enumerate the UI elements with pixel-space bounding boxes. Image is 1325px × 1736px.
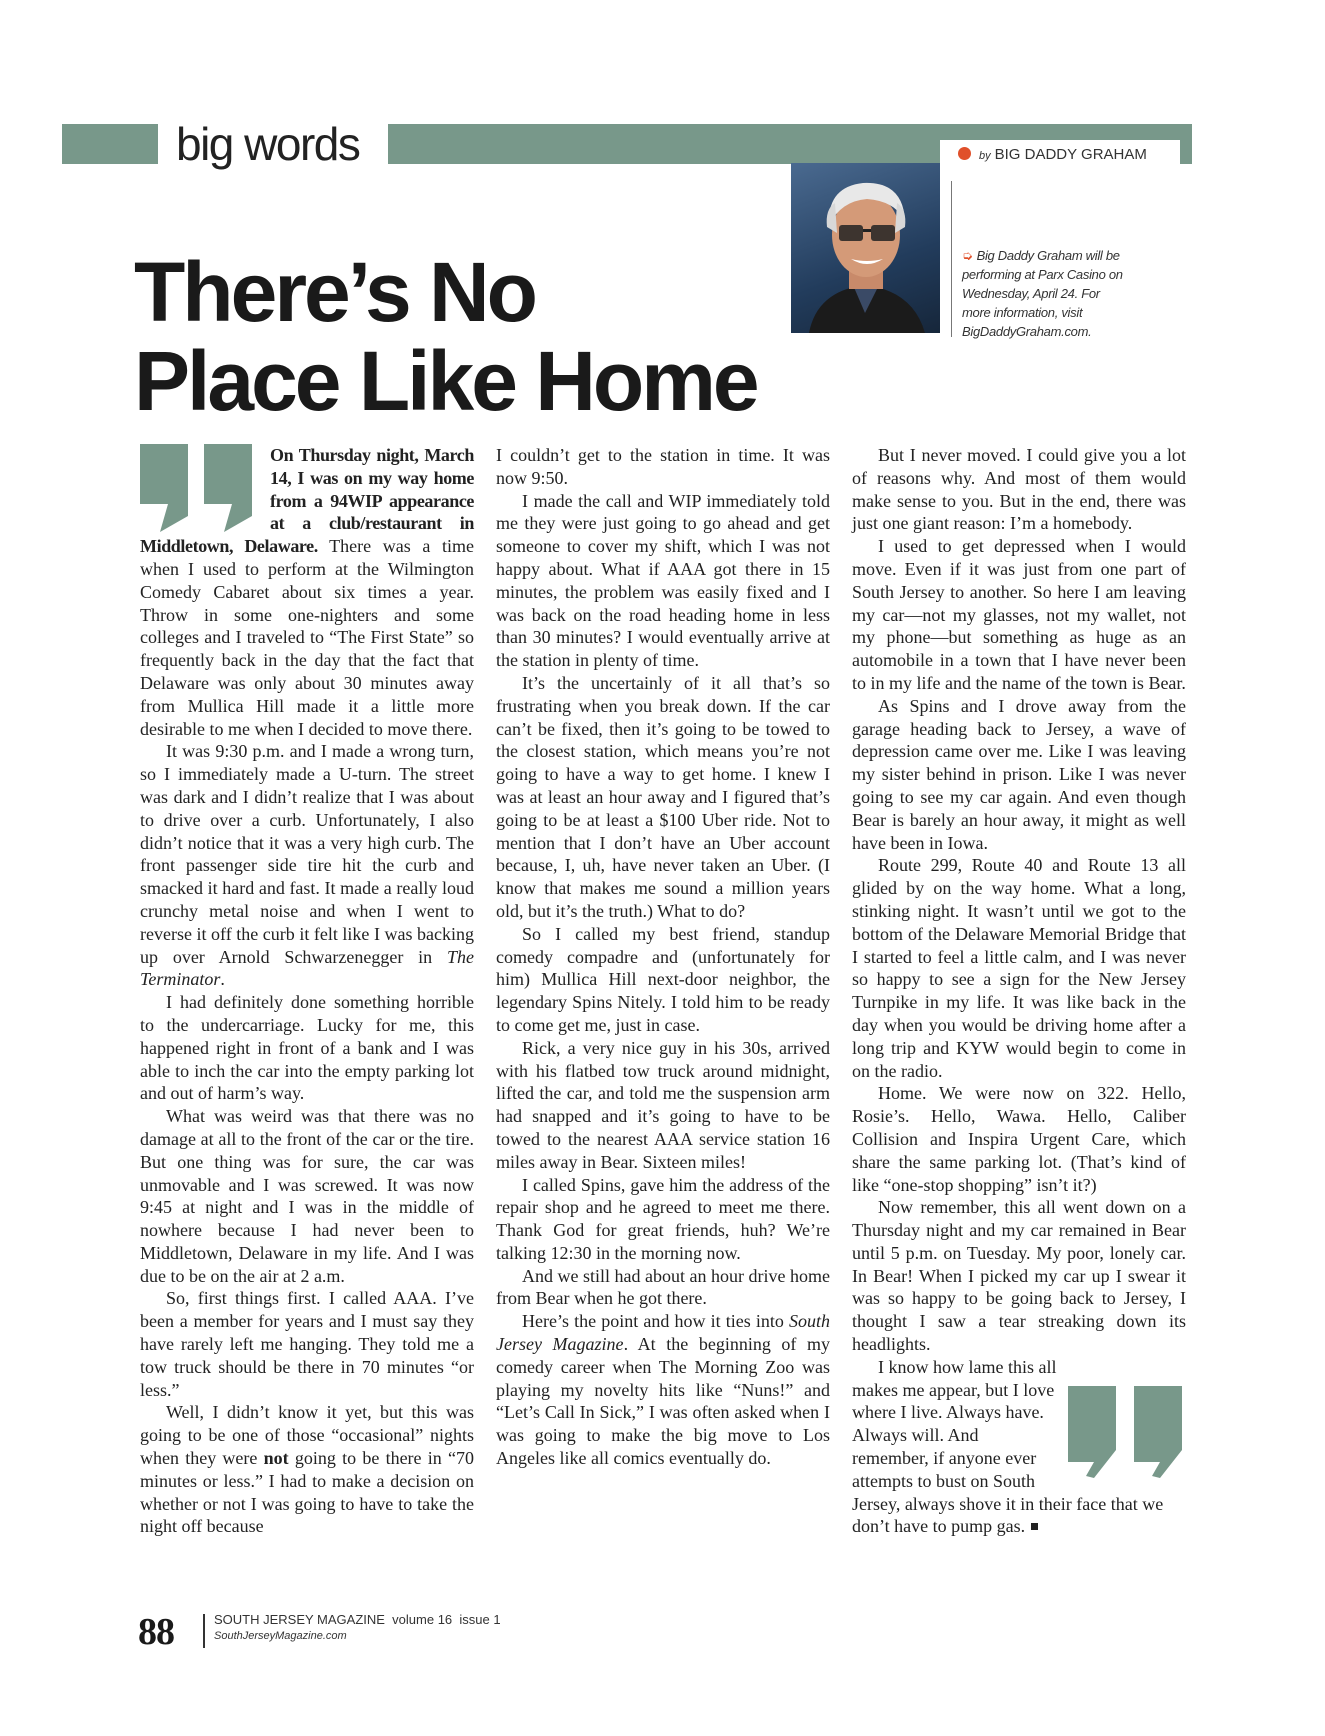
header-bar-right-tick — [1180, 124, 1192, 164]
paragraph-text: going to be there in “70 minutes or less.” I had to make a decision on whether or not I was going to have to take the night off because — [140, 1448, 474, 1537]
italic-title: The Terminator — [140, 946, 474, 990]
column-3 — [852, 444, 1186, 1538]
bold-word: not — [263, 1448, 289, 1469]
paragraph — [140, 740, 474, 991]
footer-url: SouthJerseyMagazine.com — [214, 1630, 347, 1642]
article-title — [134, 245, 814, 428]
paragraph: I made the call and WIP immediately told me they were just going to go ahead and get someone to cover my shift, which I was not happy about. What if AAA got there in 15 minutes, the problem was easily fixed and I was back on the road heading home in less than 30 minutes? I would eventually arrive at the station in plenty of time. — [496, 490, 830, 671]
column-2 — [496, 444, 830, 1470]
header-bar-left — [62, 124, 158, 164]
paragraph: Now remember, this all went down on a Thursday night and my car remained in Bear until 5 p.m. on Tuesday. My poor, lonely car. In Bear! When I picked my car up I swear it was so happy to be going back to Jersey, I thought I saw a tear streaking down its headlights. — [852, 1197, 1186, 1355]
caption-divider — [951, 181, 952, 337]
open-quote-icon — [140, 444, 258, 532]
paragraph — [496, 1310, 830, 1470]
paragraph: Rick, a very nice guy in his 30s, arrived with his flatbed tow truck around midnight, lifted the car, and told me the suspension arm had snapped and it’s going to have to be towed to the nearest AAA service station 16 miles away in Bear. Sixteen miles! — [496, 1037, 830, 1172]
caption-text: Big Daddy Graham will be performing at Parx Casino on Wednesday, April 24. For more information, visit BigDaddyGraham.com. — [962, 248, 1123, 339]
arrow-icon: ➭ — [962, 248, 973, 263]
paragraph: It’s the uncertainly of it all that’s so frustrating when you break down. If the car can’t be fixed, then it’s going to be towed to the closest station, which means you’re not going to have a way to get home. I knew I was at least an hour away and I figured that’s going to be at least a $100 Uber ride. Not to mention that I don’t have an Uber account because, I, uh, have never taken an Uber. (I know that makes me sound a million years old, but it’s the truth.) What to do? — [496, 672, 830, 921]
paragraph: I couldn’t get to the station in time. It was now 9:50. — [496, 445, 830, 488]
column-1 — [140, 444, 474, 1538]
paragraph: And we still had about an hour drive home from Bear when he got there. — [496, 1265, 830, 1309]
paragraph-text: Well, I didn’t know it yet, but this was going to be one of those “occasional” nights when they were — [140, 1402, 474, 1469]
paragraph: So I called my best friend, standup comedy compadre and (unfortunately for him) Mullica Hill next-door neighbor, the legendary Spins Nitely. I told him to be ready to come get me, just in case. — [496, 923, 830, 1035]
footer-divider — [203, 1614, 205, 1648]
italic-title: South Jersey Magazine — [496, 1311, 830, 1355]
paragraph: I used to get depressed when I would move. Even if it was just from one part of South Jersey to another. So here I am leaving my car—not my glasses, not my wallet, not my phone—but something as huge as an automobile in a town that I have never been to in my life and the name of the town is Bear. — [852, 536, 1186, 693]
paragraph: As Spins and I drove away from the garage heading back to Jersey, a wave of depression came over me. Like I was leaving my sister behind in prison. Like I was never going to see my car again. And even though Bear is barely an hour away, it might as well have been in Iowa. — [852, 695, 1186, 853]
bullet-dot-icon — [958, 147, 971, 160]
paragraph-text: It was 9:30 p.m. and I made a wrong turn, so I immediately made a U-turn. The street was dark and I didn’t realize that I was about to drive over a curb. Unfortunately, I also didn’t notice that it was a very high curb. The front passenger side tire hit the curb and smacked it hard and fast. It made a really loud crunchy metal noise and when I went to reverse it off the curb it felt like I was backing up over Arnold Schwarzenegger in — [140, 741, 474, 967]
title-line-1: There’s No — [134, 245, 535, 339]
lead-rest-text: There was a time when I used to perform at the Wilmington Comedy Cabaret about six times a year. Throw in some one-nighters and some colleges and I traveled to “The First State” so frequently back in the day that the fact that Delaware was only about 30 minutes away from Mullica Hill made it a little more desirable to me when I decided to move there. — [140, 536, 474, 739]
paragraph-text: Here’s the point and how it ties into — [522, 1311, 789, 1332]
close-quote-icon — [1068, 1386, 1186, 1478]
end-mark-icon — [1031, 1523, 1038, 1530]
paragraph: I called Spins, gave him the address of the repair shop and he agreed to meet me there. Thank God for great friends, huh? We’re talking 12:30 in the morning now. — [496, 1174, 830, 1263]
title-line-2: Place Like Home — [134, 334, 757, 428]
paragraph: But I never moved. I could give you a lot of reasons why. And most of them would make sense to you. But in the end, there was just one giant reason: I’m a homebody. — [852, 445, 1186, 534]
paragraph-text: . — [220, 969, 225, 990]
paragraph: Home. We were now on 322. Hello, Rosie’s. Hello, Wawa. Hello, Caliber Collision and Inspira Urgent Care, which share the same parking lot. (That’s kind of like “one-stop shopping” isn’t it?) — [852, 1083, 1186, 1195]
paragraph — [852, 1356, 1186, 1538]
section-label: big words — [172, 112, 388, 176]
paragraph-text: I know how lame this all makes me appear, but I love where I live. Always have. Always will. And remember, if anyone ever attempts to bust on South Jersey, always shove it in their face that we don’t have to pump gas. — [852, 1356, 1164, 1537]
lead-bold-text: On Thursday night, March 14, I was on my way home from a 94WIP appearance at a club/restaurant in Middletown, Delaware. — [140, 445, 474, 557]
paragraph — [140, 1401, 474, 1538]
paragraph: Route 299, Route 40 and Route 13 all glided by on the way home. What a long, stinking night. It wasn’t until we got to the bottom of the Delaware Memorial Bridge that I started to feel a little calm, and I was never so happy to see a sign for the New Jersey Turnpike in my life. It was like back in the day when you would be driving home after a long trip and KYW would begin to come in on the radio. — [852, 855, 1186, 1081]
byline-author: BIG DADDY GRAHAM — [994, 146, 1147, 163]
page-number: 88 — [138, 1611, 174, 1653]
footer-magazine: SOUTH JERSEY MAGAZINE volume 16 issue 1 — [214, 1612, 501, 1627]
photo-caption — [962, 246, 1127, 341]
paragraph: So, first things first. I called AAA. I’ve been a member for years and I must say they have rarely left me hanging. They told me a tow truck should be there in 70 minutes “or less.” — [140, 1288, 474, 1400]
paragraph-text: . At the beginning of my comedy career when The Morning Zoo was playing my novelty hits like “Nuns!” and “Let’s Call In Sick,” I was often asked when I was going to make the big move to Los Angeles like all comics eventually do. — [496, 1334, 831, 1469]
byline — [958, 146, 1147, 163]
paragraph: I had definitely done something horrible to the undercarriage. Lucky for me, this happened right in front of a bank and I was able to inch the car into the empty parking lot and out of harm’s way. — [140, 992, 474, 1104]
byline-by: by — [979, 150, 991, 162]
paragraph: What was weird was that there was no damage at all to the front of the car or the tire. But one thing was for sure, the car was unmovable and I was screwed. It was now 9:45 at night and I was in the middle of nowhere because I had never been to Middletown, Delaware in my life. And I was due to be on the air at 2 a.m. — [140, 1106, 474, 1286]
